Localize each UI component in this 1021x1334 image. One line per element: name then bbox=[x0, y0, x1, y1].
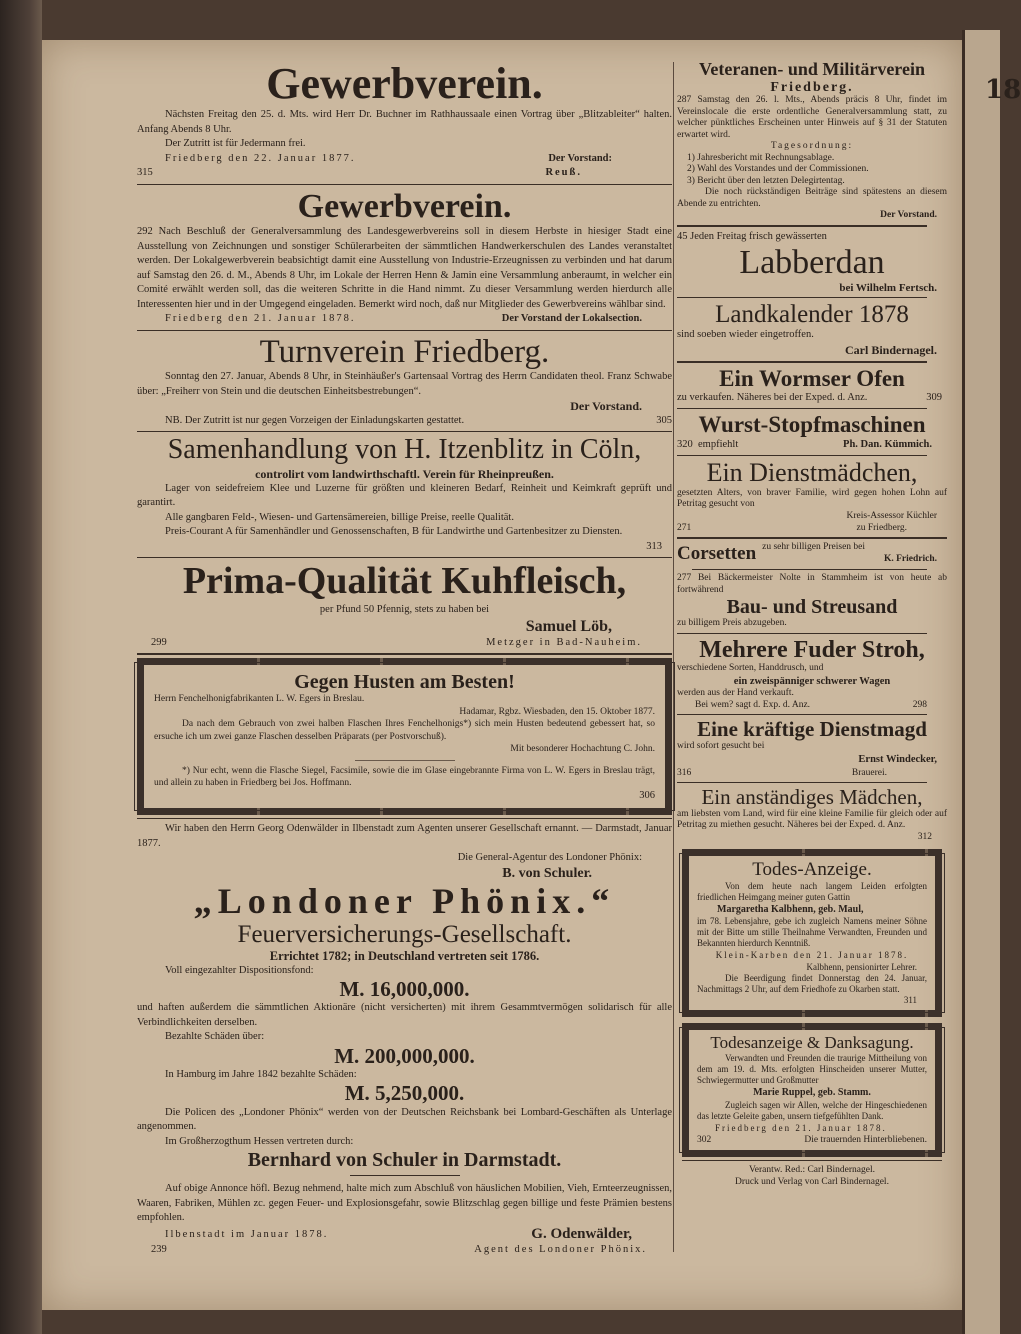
rule bbox=[677, 408, 927, 409]
ad-number: 306 bbox=[639, 789, 655, 801]
adjacent-page-edge bbox=[962, 30, 1021, 1334]
ad-number: 316 bbox=[677, 767, 692, 778]
agency-line: Die General-Agentur des Londoner Phönix: bbox=[457, 852, 642, 864]
ad-title: Gewerbverein. bbox=[297, 187, 512, 225]
signature: Mit besonderer Hochachtung C. John. bbox=[510, 744, 655, 755]
ad-subtitle: controlirt vom landwirthschaftl. Verein für Rheinpreußen. bbox=[255, 466, 554, 481]
ad-number: 298 bbox=[912, 700, 927, 711]
place-date: Klein-Karben den 21. Januar 1878. bbox=[715, 950, 909, 961]
ad-landkalender bbox=[677, 301, 947, 358]
rule bbox=[677, 361, 927, 363]
ad-body: zu verkaufen. Näheres bei der Exped. d. Anz. bbox=[677, 391, 868, 403]
ad-title: Todesanzeige & Danksagung. bbox=[710, 1033, 914, 1053]
signature: Kalbhenn, pensionirter Lehrer. bbox=[806, 962, 917, 973]
ad-body: zu billigem Preis abzugeben. bbox=[677, 618, 787, 629]
ad-body: per Pfund 50 Pfennig, stets zu haben bei bbox=[319, 604, 490, 616]
imprint-publisher: Druck und Verlag von Carl Bindernagel. bbox=[735, 1176, 889, 1187]
ad-title: Turnverein Friedberg. bbox=[259, 333, 550, 370]
rule bbox=[137, 184, 672, 185]
ad-body: wird sofort gesucht bei bbox=[677, 741, 765, 752]
fund-amount: M. 16,000,000. bbox=[339, 977, 470, 1002]
rule bbox=[677, 714, 927, 715]
ad-body: Bei wem? sagt d. Exp. d. Anz. bbox=[695, 700, 811, 711]
deceased-name: Margaretha Kalbhenn, geb. Maul, bbox=[717, 904, 864, 916]
merchant-name: Ph. Dan. Kümmich. bbox=[843, 438, 932, 450]
ad-body: empfiehlt bbox=[698, 438, 739, 450]
ad-turnverein bbox=[137, 334, 672, 428]
label: Voll eingezahlter Dispositionsfond: bbox=[165, 964, 314, 976]
ad-title: Ein Dienstmädchen, bbox=[706, 458, 918, 488]
signature: G. Odenwälder, bbox=[531, 1225, 632, 1242]
ad-title: „Londoner Phönix.“ bbox=[193, 880, 616, 921]
rule bbox=[677, 782, 927, 783]
ad-body: Zugleich sagen wir Allen, welche der Hingeschiedenen das letzte Geleite gaben, unsern tiefgefühlten Dank. bbox=[697, 1099, 927, 1121]
merchant-name: bei Wilhelm Fertsch. bbox=[839, 281, 937, 294]
box-border-top bbox=[682, 849, 942, 856]
box-border-top bbox=[682, 1023, 942, 1030]
ad-title: Wurst-Stopfmaschinen bbox=[698, 412, 926, 438]
ad-veteranenverein bbox=[677, 60, 947, 222]
merchant-trade: Metzger in Bad-Nauheim. bbox=[486, 636, 642, 648]
ad-body: 292 Nach Beschluß der Generalversammlung des Landesgewerbvereins soll in diesem Herbste in hiesiger Stadt eine Ausstellung von Zeichnungen und sonstiger Schülerarbeiten der sämmtlichen Handwerkerschulen des Landes veranstaltet werden. Der Lokalgewerbverein beabsichtigt damit eine Ausstellung von Industrie-Erzeugnissen zu verbinden und hat darum auf Samstag den 26. d. M., Abends 8 Uhr, im Lokale der Herren Henn & Jamin eine Versammlung anberaumt, in welcher ein Comité erwählt werden soll, das die weiteren Schritte in die Hand nimmt. Zu dieser Versammlung werden hierdurch alle Interessenten hier und in der Umgegend eingeladen. Bemerkt wird noch, daß nur Mitglieder des Gewerbvereins wählbar sind. bbox=[137, 226, 672, 310]
ad-body: Die Beerdigung findet Donnerstag den 24. Januar, Nachmittags 2 Uhr, auf dem Friedhofe zu Okarben statt. bbox=[697, 973, 927, 995]
ad-body: Die Policen des „Londoner Phönix“ werden von der Deutschen Reichsbank bei Lombard-Geschäften als Unterlage angenommen. bbox=[137, 1106, 672, 1133]
ad-number: 312 bbox=[917, 831, 932, 842]
ad-number: 299 bbox=[151, 636, 167, 648]
place-date: Friedberg den 22. Januar 1877. bbox=[165, 152, 356, 164]
ad-todesanzeige-danksagung bbox=[682, 1030, 942, 1150]
rule bbox=[137, 330, 672, 331]
deceased-name: Marie Ruppel, geb. Stamm. bbox=[753, 1086, 871, 1098]
place-date: Hadamar, Rgbz. Wiesbaden, den 15. Oktober 1877. bbox=[459, 706, 655, 717]
imprint bbox=[677, 1164, 947, 1188]
paid-amount: M. 200,000,000. bbox=[334, 1043, 475, 1068]
footnote: *) Nur echt, wenn die Flasche Siegel, Facsimile, sowie die im Glase eingebrannte Firma von L. W. Egers in Breslau trägt, und allein zu haben in Friedberg bei Jos. Hoffmann. bbox=[154, 765, 655, 789]
ad-corsetten bbox=[677, 542, 947, 566]
ad-fuder-stroh bbox=[677, 637, 947, 711]
box-border-bottom bbox=[682, 1010, 942, 1017]
signature: Der Vorstand: bbox=[548, 152, 612, 164]
ad-body: 45 Jeden Freitag frisch gewässerten bbox=[677, 230, 827, 242]
label: Im Großherzogthum Hessen vertreten durch: bbox=[165, 1135, 354, 1147]
ad-prima-kuhfleisch bbox=[137, 561, 672, 650]
ad-number: 271 bbox=[677, 523, 692, 534]
merchant-name: K. Friedrich. bbox=[883, 553, 937, 564]
signature-name: Reuß. bbox=[545, 167, 582, 179]
signature-role: Agent des Londoner Phönix. bbox=[474, 1243, 647, 1255]
note: NB. Der Zutritt ist nur gegen Vorzeigen der Einladungskarten gestattet. bbox=[165, 414, 465, 426]
ad-body: Da nach dem Gebrauch von zwei halben Flaschen Ihres Fenchelhonigs*) sich mein Husten bedeutend gebessert hat, so ersuche ich um zwei ganze Flaschen desselben Präparats (per Postvorschuß). bbox=[154, 719, 655, 742]
ad-body: Alle gangbaren Feld-, Wiesen- und Gartensämereien, billige Preise, reelle Qualität. bbox=[165, 511, 514, 523]
ad-number: 309 bbox=[926, 391, 942, 403]
merchant-trade: Brauerei. bbox=[851, 767, 887, 778]
ad-title: Prima-Qualität Kuhfleisch, bbox=[182, 560, 627, 603]
ad-body: Verwandten und Freunden die traurige Mittheilung von dem am 19. d. Mts. erfolgten Hinscheiden unserer Mutter, Schwiegermutter und Großmutter bbox=[697, 1052, 927, 1085]
ad-number: 239 bbox=[151, 1243, 167, 1255]
rule bbox=[677, 455, 927, 456]
ad-body: Wir haben den Herrn Georg Odenwälder in Ilbenstadt zum Agenten unserer Gesellschaft ernannt. — Darmstadt, Januar 1877. bbox=[137, 823, 672, 849]
ad-anstaendiges-maedchen bbox=[677, 786, 947, 844]
place-date: Ilbenstadt im Januar 1878. bbox=[165, 1228, 329, 1240]
left-column bbox=[137, 60, 672, 1257]
ad-body: 277 Bei Bäckermeister Nolte in Stammheim ist von heute ab fortwährend bbox=[677, 573, 947, 595]
ad-body: und haften außerdem die sämmtlichen Aktionäre (nicht versicherten) mit ihrem Gesammtvermögen solidarisch für alle Verbindlichkeiten derselben. bbox=[137, 1002, 672, 1028]
ad-body: Auf obige Annonce höfl. Bezug nehmend, halte mich zum Abschluß von häuslichen Mobilien, Vieh, Ernteerzeugnissen, Waaren, Fabriken, Mühlen zc. gegen Feuer- und Explosionsgefahr, sowie Blitzschlag gegen billige und feste Prämien bestens empfohlen. bbox=[137, 1183, 672, 1224]
box-border-bottom bbox=[137, 808, 672, 815]
ad-body: Nächsten Freitag den 25. d. Mts. wird Herr Dr. Buchner im Rathhaussaale einen Vortrag über „Blitzableiter“ halten. Anfang Abends 8 Uhr. bbox=[137, 109, 672, 135]
ad-title: Veteranen- und Militärverein bbox=[699, 59, 925, 79]
ad-body: Lager von seidefreiem Klee und Luzerne für größten und kleineren Bedarf, Reinheit und Keimkraft geprüft und garantirt. bbox=[137, 482, 672, 509]
established-line: Errichtet 1782; in Deutschland vertreten seit 1786. bbox=[269, 948, 540, 963]
ad-town: Friedberg. bbox=[770, 79, 854, 95]
ad-title: Bau- und Streusand bbox=[726, 596, 898, 619]
ad-body: Der Zutritt ist für Jedermann frei. bbox=[165, 138, 306, 150]
label: In Hamburg im Jahre 1842 bezahlte Schäden: bbox=[165, 1068, 357, 1080]
rule bbox=[677, 537, 947, 539]
signature: Der Vorstand. bbox=[570, 399, 642, 414]
rule bbox=[682, 1160, 942, 1161]
ad-dienstmaedchen bbox=[677, 459, 947, 534]
agenda-item: 3) Bericht über den letzten Delegirtentag. bbox=[687, 175, 845, 186]
ad-title: Eine kräftige Dienstmagd bbox=[697, 717, 927, 742]
ad-wormser-ofen bbox=[677, 366, 947, 406]
signature-place: zu Friedberg. bbox=[856, 523, 907, 534]
ad-bau-streusand bbox=[677, 573, 947, 630]
ad-todes-anzeige bbox=[682, 856, 942, 1010]
ad-number: 311 bbox=[903, 995, 917, 1006]
column-divider bbox=[673, 62, 674, 1252]
ad-title: Corsetten bbox=[677, 543, 757, 565]
ad-samenhandlung bbox=[137, 435, 672, 554]
signature: Der Vorstand der Lokalsection. bbox=[501, 313, 642, 325]
ad-body: Die noch rückständigen Beiträge sind spätestens an diesem Abende zu entrichten. bbox=[677, 187, 947, 209]
rule bbox=[137, 557, 672, 558]
ad-gegen-husten bbox=[137, 665, 672, 808]
merchant-name: Ernst Windecker, bbox=[858, 753, 937, 765]
ad-title: Samenhandlung von H. Itzenblitz in Cöln, bbox=[167, 434, 642, 466]
merchant-name: Samuel Löb, bbox=[525, 617, 612, 635]
rule bbox=[137, 653, 672, 655]
signature: Kreis-Assessor Küchler bbox=[846, 510, 937, 521]
address-line: Herrn Fenchelhonigfabrikanten L. W. Egers in Breslau. bbox=[154, 694, 365, 705]
ad-body: werden aus der Hand verkauft. bbox=[677, 687, 794, 698]
ad-body: zu sehr billigen Preisen bei bbox=[762, 542, 866, 553]
imprint-editor: Verantw. Red.: Carl Bindernagel. bbox=[748, 1164, 875, 1175]
agency-name: B. von Schuler. bbox=[502, 865, 592, 881]
ad-highlight: ein zweispänniger schwerer Wagen bbox=[733, 675, 891, 687]
ad-title: Ein Wormser Ofen bbox=[719, 365, 905, 391]
ad-gewerbverein-2 bbox=[137, 188, 672, 327]
rule bbox=[677, 297, 927, 298]
ad-number: 313 bbox=[646, 540, 662, 552]
ad-number: 305 bbox=[656, 414, 672, 426]
label: Bezahlte Schäden über: bbox=[165, 1031, 265, 1043]
place-date: Friedberg den 21. Januar 1878. bbox=[165, 313, 356, 325]
agenda-item: 2) Wahl des Vorstandes und der Commissionen. bbox=[687, 164, 869, 175]
ad-number: 320 bbox=[677, 438, 693, 450]
ad-body: gesetzten Alters, von braver Familie, wird gegen hohen Lohn auf Petritag gesucht von bbox=[677, 487, 947, 510]
signature: Der Vorstand. bbox=[880, 210, 937, 221]
ad-title: Todes-Anzeige. bbox=[752, 859, 872, 881]
ad-title: Mehrere Fuder Stroh, bbox=[699, 636, 925, 663]
agenda-heading: Tagesordnung: bbox=[770, 141, 854, 152]
ad-subtitle: Feuerversicherungs-Gesellschaft. bbox=[237, 921, 572, 949]
ad-londoner-phoenix bbox=[137, 822, 672, 1257]
ad-body: sind soeben wieder eingetroffen. bbox=[677, 329, 814, 341]
signature: Die trauernden Hinterbliebenen. bbox=[804, 1134, 927, 1145]
separator bbox=[355, 760, 455, 761]
ad-body: Von dem heute nach langem Leiden erfolgten friedlichen Heimgang meiner guten Gattin bbox=[697, 881, 927, 903]
agenda-item: 1) Jahresbericht mit Rechnungsablage. bbox=[687, 152, 835, 163]
place-date: Friedberg den 21. Januar 1878. bbox=[715, 1122, 887, 1133]
rule bbox=[692, 569, 927, 570]
ad-title: Ein anständiges Mädchen, bbox=[701, 784, 923, 809]
right-column bbox=[677, 60, 947, 1188]
ad-title: Labberdan bbox=[739, 244, 885, 282]
ad-body: im 78. Lebensjahre, gebe ich zugleich Namens meiner Söhne mit der Bitte um stille Theilnahme Verwandten, Freunden und Bekannten hierdurch Kenntniß. bbox=[697, 916, 927, 949]
ad-dienstmagd bbox=[677, 718, 947, 779]
ad-number: 302 bbox=[697, 1134, 712, 1145]
ad-gewerbverein-1 bbox=[137, 60, 672, 181]
adjacent-page-number: 18 bbox=[985, 75, 1021, 105]
representative: Bernhard von Schuler in Darmstadt. bbox=[247, 1149, 562, 1172]
ad-body: 287 Samstag den 26. l. Mts., Abends präcis 8 Uhr, findet im Vereinslocale die erste ordentliche Generalversammlung statt, zu welcher pünktliches Erscheinen unter Hinweis auf § 31 der Statuten erwartet wird. bbox=[677, 95, 947, 140]
ad-body: Preis-Courant A für Samenhändler und Genossenschaften, B für Landwirthe und Gartenbesitzer zu Diensten. bbox=[165, 526, 623, 538]
hamburg-amount: M. 5,250,000. bbox=[344, 1081, 465, 1106]
rule bbox=[677, 633, 927, 634]
ad-body: am liebsten vom Land, wird für eine kleine Familie für gleich oder auf Petritag zu miethen gesucht. Näheres bei der Exped. d. Anz. bbox=[677, 808, 947, 831]
ad-number: 315 bbox=[137, 167, 153, 179]
ad-title: Landkalender 1878 bbox=[715, 300, 909, 328]
rule bbox=[677, 225, 927, 227]
ad-title: Gewerbverein. bbox=[266, 59, 543, 108]
ad-body: verschiedene Sorten, Handdrusch, und bbox=[677, 663, 824, 674]
box-border-top bbox=[137, 658, 672, 665]
ad-labberdan bbox=[677, 230, 947, 294]
ad-body: Sonntag den 27. Januar, Abends 8 Uhr, in Steinhäußer's Gartensaal Vortrag des Herrn Candidaten theol. Franz Schwabe über: „Freiherr von Stein und die deutschen Einheitsbestrebungen“. bbox=[137, 371, 672, 397]
merchant-name: Carl Bindernagel. bbox=[845, 342, 937, 357]
ad-wurst-stopfmaschinen bbox=[677, 412, 947, 452]
rule bbox=[137, 431, 672, 432]
box-border-bottom bbox=[682, 1150, 942, 1157]
book-binding bbox=[0, 0, 42, 1334]
rule bbox=[137, 818, 672, 819]
ad-title: Gegen Husten am Besten! bbox=[294, 671, 515, 694]
separator bbox=[350, 1175, 460, 1176]
